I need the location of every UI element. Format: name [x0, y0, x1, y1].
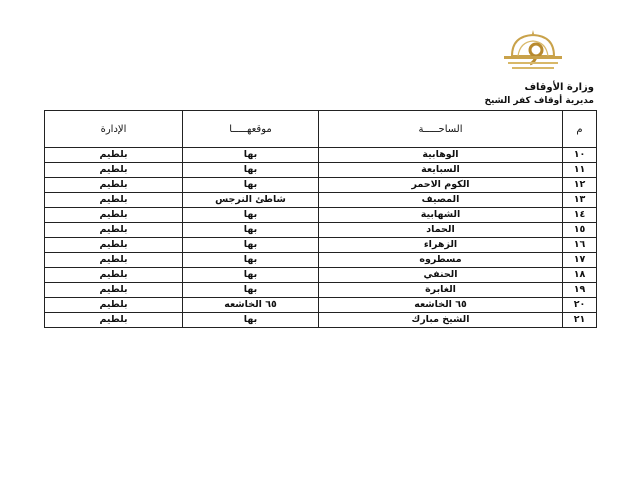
cell-location: بها	[183, 208, 319, 223]
ministry-name: وزارة الأوقاف	[524, 82, 594, 93]
column-header-location: موقعهـــــا	[183, 111, 319, 148]
cell-square: الغابرة	[319, 283, 563, 298]
table-row	[45, 148, 597, 163]
cell-square: الحماد	[319, 223, 563, 238]
cell-location: بها	[183, 268, 319, 283]
cell-square: الشيخ مبارك	[319, 313, 563, 328]
cell-square: الكوم الاحمر	[319, 178, 563, 193]
cell-administration: بلطيم	[45, 253, 183, 268]
column-header-square: الساحـــــة	[319, 111, 563, 148]
cell-administration: بلطيم	[45, 193, 183, 208]
cell-administration: بلطيم	[45, 223, 183, 238]
cell-number: ١٦	[563, 238, 597, 253]
cell-administration: بلطيم	[45, 178, 183, 193]
cell-location: شاطئ النرجس	[183, 193, 319, 208]
table-header-row	[45, 111, 597, 148]
cell-square: السبايعة	[319, 163, 563, 178]
table-row	[45, 268, 597, 283]
cell-administration: بلطيم	[45, 268, 183, 283]
table-row	[45, 193, 597, 208]
table-row	[45, 238, 597, 253]
table-row	[45, 283, 597, 298]
table-row	[45, 163, 597, 178]
cell-number: ١١	[563, 163, 597, 178]
cell-number: ١٩	[563, 283, 597, 298]
cell-number: ١٥	[563, 223, 597, 238]
cell-administration: بلطيم	[45, 163, 183, 178]
cell-administration: بلطيم	[45, 283, 183, 298]
mosque-dome-logo-icon	[498, 26, 568, 78]
table-row	[45, 208, 597, 223]
cell-number: ١٠	[563, 148, 597, 163]
ministry-logo	[498, 26, 568, 78]
cell-administration: بلطيم	[45, 238, 183, 253]
cell-administration: بلطيم	[45, 298, 183, 313]
table-row	[45, 178, 597, 193]
cell-location: بها	[183, 313, 319, 328]
cell-number: ٢٠	[563, 298, 597, 313]
column-header-administration: الإدارة	[45, 111, 183, 148]
cell-number: ١٢	[563, 178, 597, 193]
cell-location: ٦٥ الخاشعه	[183, 298, 319, 313]
cell-location: بها	[183, 283, 319, 298]
prayer-squares-table	[44, 110, 597, 328]
cell-square: الشهابية	[319, 208, 563, 223]
table-row	[45, 313, 597, 328]
cell-location: بها	[183, 238, 319, 253]
cell-square: مسطروه	[319, 253, 563, 268]
directorate-name: مديرية أوقاف كفر الشيخ	[484, 96, 594, 106]
cell-location: بها	[183, 223, 319, 238]
cell-square: الوهابية	[319, 148, 563, 163]
table-row	[45, 223, 597, 238]
cell-number: ١٨	[563, 268, 597, 283]
cell-number: ١٤	[563, 208, 597, 223]
column-header-number: م	[563, 111, 597, 148]
cell-number: ٢١	[563, 313, 597, 328]
cell-administration: بلطيم	[45, 148, 183, 163]
cell-square: الحنفي	[319, 268, 563, 283]
cell-location: بها	[183, 178, 319, 193]
cell-square: الزهراء	[319, 238, 563, 253]
cell-square: المصيف	[319, 193, 563, 208]
cell-number: ١٧	[563, 253, 597, 268]
cell-administration: بلطيم	[45, 208, 183, 223]
cell-location: بها	[183, 163, 319, 178]
cell-number: ١٣	[563, 193, 597, 208]
cell-location: بها	[183, 148, 319, 163]
table-row	[45, 298, 597, 313]
cell-administration: بلطيم	[45, 313, 183, 328]
cell-location: بها	[183, 253, 319, 268]
table-row	[45, 253, 597, 268]
cell-square: ٦٥ الخاشعه	[319, 298, 563, 313]
